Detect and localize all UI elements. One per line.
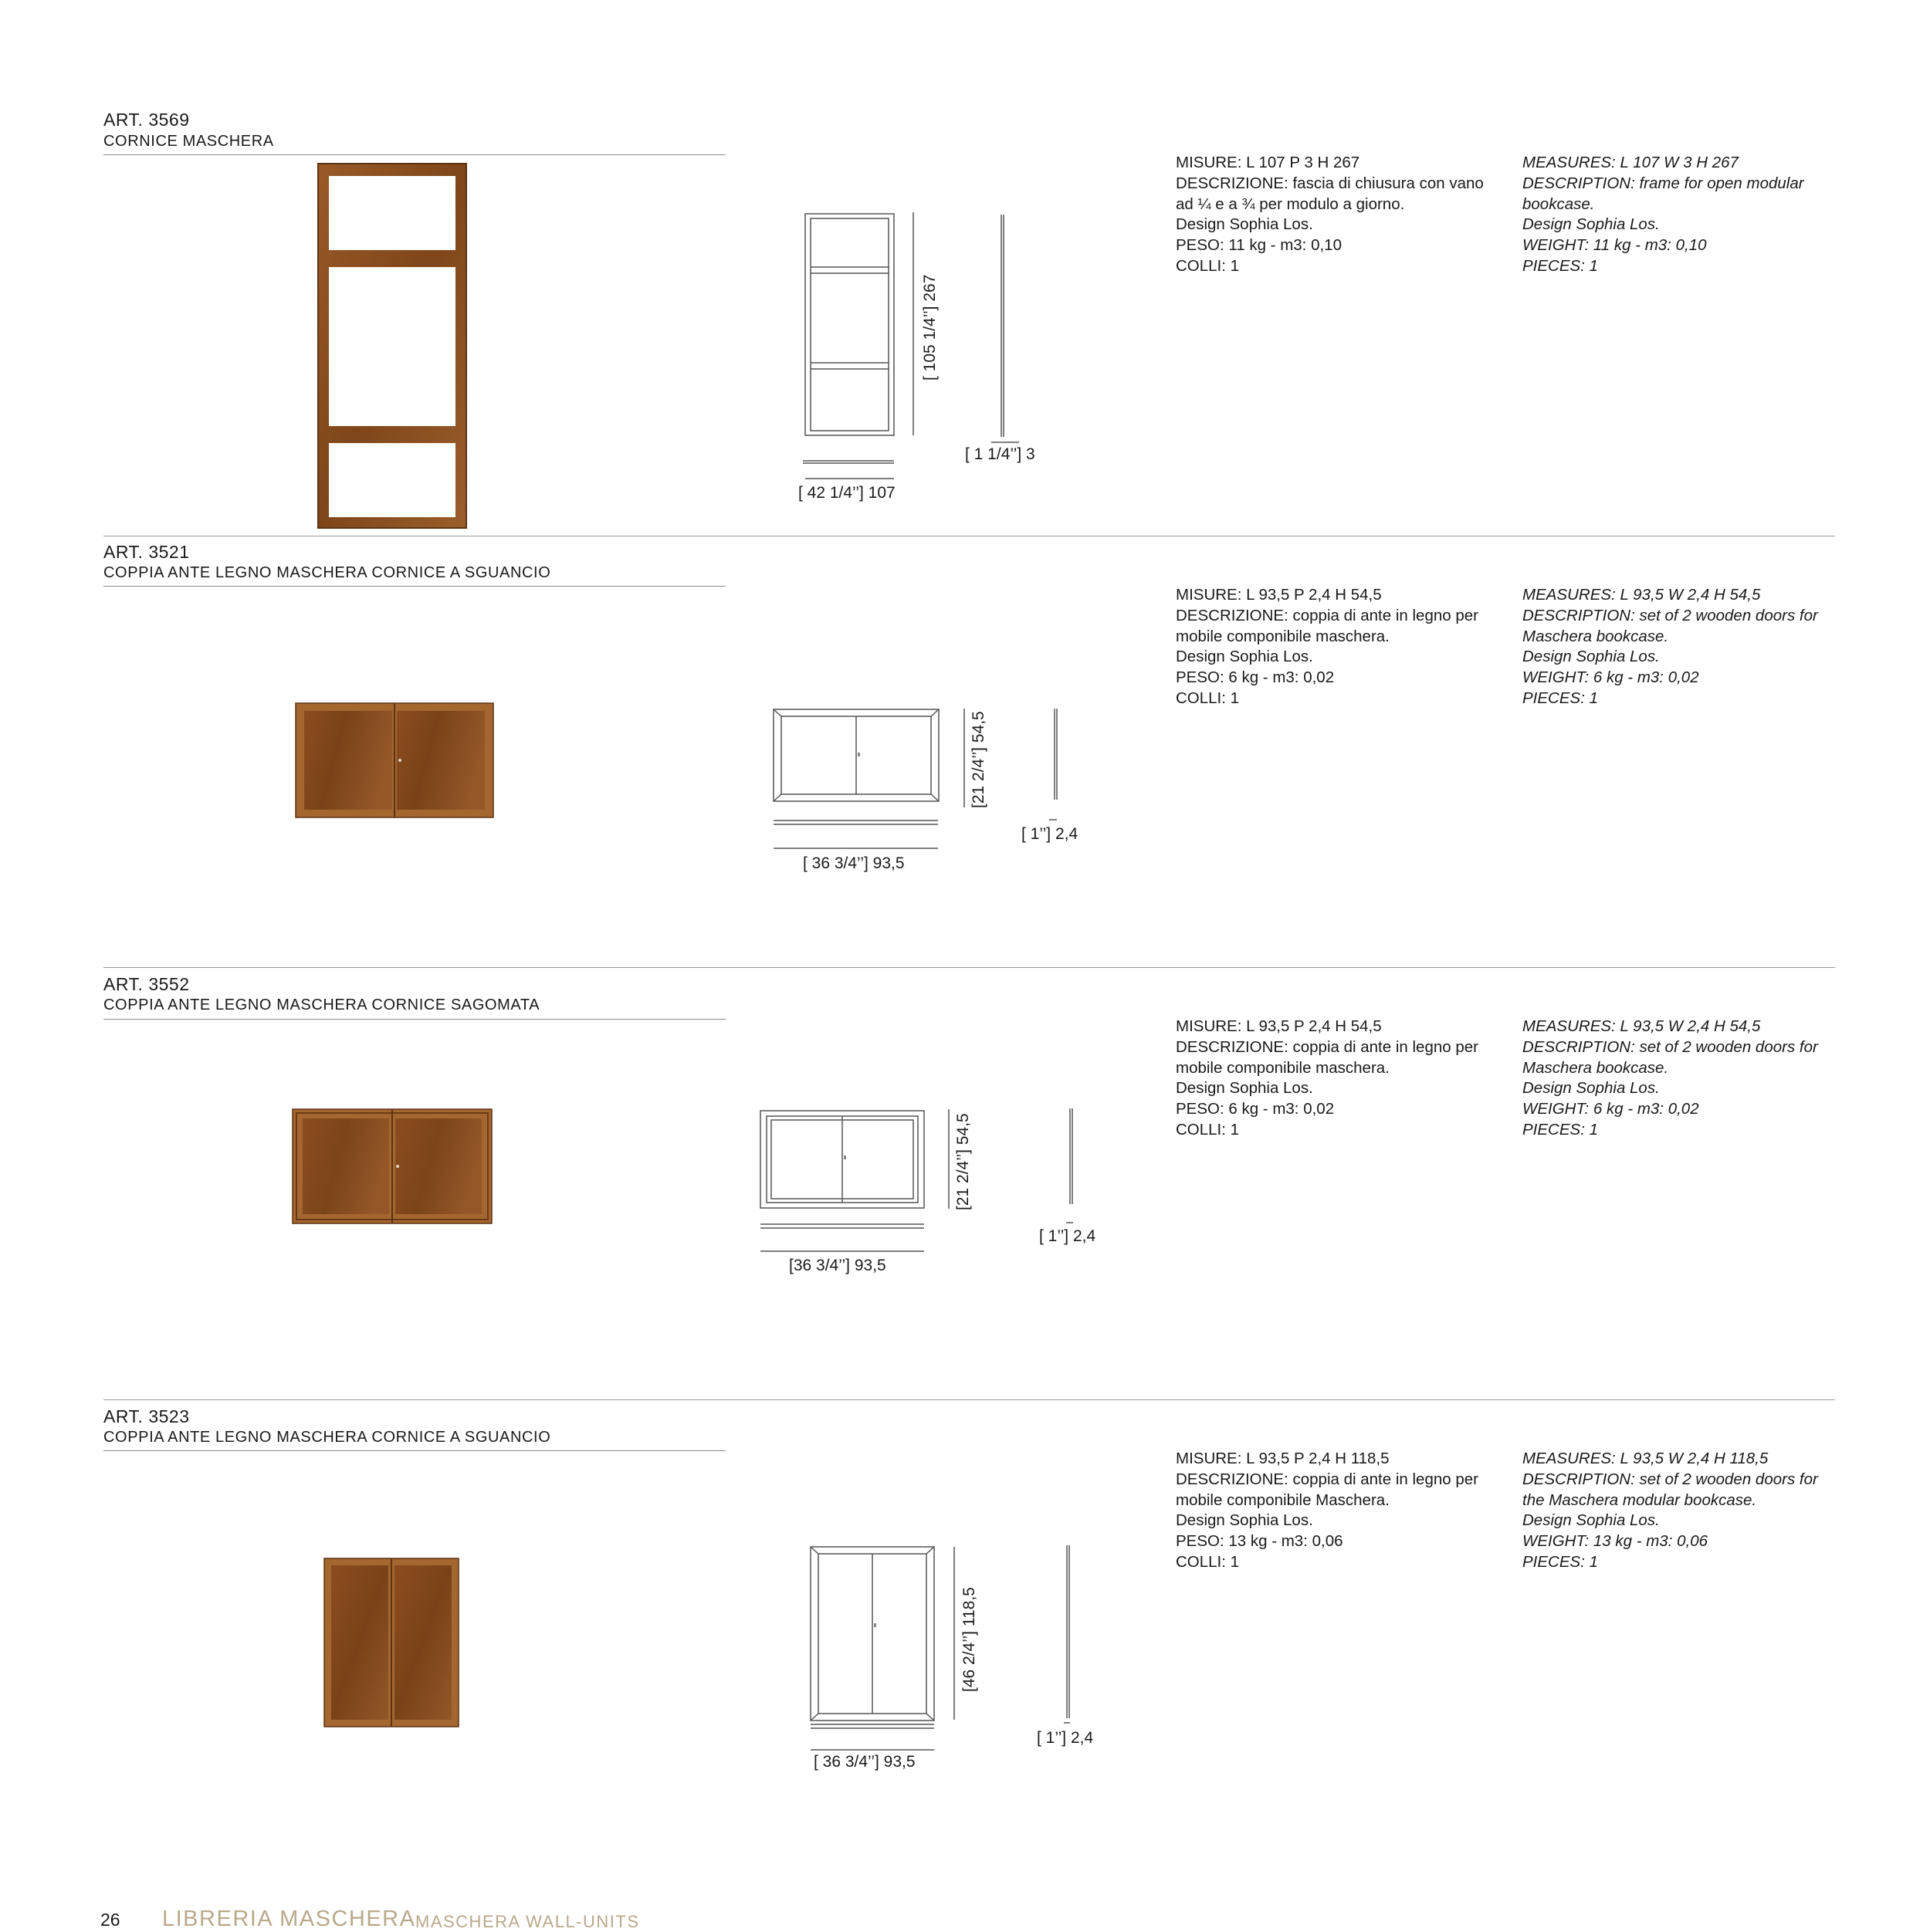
article-name: COPPIA ANTE LEGNO MASCHERA CORNICE A SGUANCIO bbox=[103, 564, 551, 581]
width-dimension: [36 3/4’’] 93,5 bbox=[789, 1257, 886, 1274]
spec-italian: MISURE: L 93,5 P 2,4 H 118,5 DESCRIZIONE: coppia di ante in legno per mobile componibile Maschera. Design Sophia Los. PESO: 13 kg - m3: 0,06 COLLI: 1 bbox=[1176, 1450, 1478, 1571]
article-name: CORNICE MASCHERA bbox=[103, 133, 274, 150]
spec-english: MEASURES: L 107 W 3 H 267 DESCRIPTION: frame for open modular bookcase. Design Sophia Los. WEIGHT: 11 kg - m3: 0,10 PIECES: 1 bbox=[1522, 154, 1804, 275]
height-dimension: [ 105 1/4’’] 267 bbox=[921, 274, 939, 381]
depth-dimension: [ 1’’] 2,4 bbox=[1021, 825, 1078, 843]
width-dimension: [ 36 3/4’’] 93,5 bbox=[814, 1753, 916, 1771]
spec-italian: MISURE: L 93,5 P 2,4 H 54,5 DESCRIZIONE: coppia di ante in legno per mobile componibile maschera. Design Sophia Los. PESO: 6 kg - m3: 0,02 COLLI: 1 bbox=[1176, 1017, 1478, 1139]
article-code: ART. 3569 bbox=[103, 110, 190, 130]
spec-english: MEASURES: L 93,5 W 2,4 H 54,5 DESCRIPTION: set of 2 wooden doors for Maschera bookcase. Design Sophia Los. WEIGHT: 6 kg - m3: 0,02 PIECES: 1 bbox=[1522, 1017, 1818, 1139]
article-code: ART. 3523 bbox=[103, 1406, 190, 1426]
depth-dimension: [ 1 1/4’’] 3 bbox=[965, 445, 1035, 463]
width-dimension: [ 36 3/4’’] 93,5 bbox=[803, 854, 905, 872]
width-dimension: [ 42 1/4’’] 107 bbox=[798, 484, 896, 502]
spec-italian: MISURE: L 93,5 P 2,4 H 54,5 DESCRIZIONE: coppia di ante in legno per mobile componibile maschera. Design Sophia Los. PESO: 6 kg - m3: 0,02 COLLI: 1 bbox=[1176, 586, 1478, 707]
height-dimension: [46 2/4’’] 118,5 bbox=[960, 1587, 978, 1692]
height-dimension: [21 2/4’’] 54,5 bbox=[970, 711, 987, 808]
depth-dimension: [ 1’’] 2,4 bbox=[1037, 1729, 1094, 1747]
footer-subtitle: MASCHERA WALL-UNITS bbox=[415, 1912, 640, 1931]
height-dimension: [21 2/4’’] 54,5 bbox=[954, 1113, 972, 1210]
spec-italian: MISURE: L 107 P 3 H 267 DESCRIZIONE: fascia di chiusura con vano ad ¼ e a ¾ per modulo a giorno. Design Sophia Los. PESO: 11 kg - m3: 0,10 COLLI: 1 bbox=[1176, 154, 1484, 275]
spec-english: MEASURES: L 93,5 W 2,4 H 54,5 DESCRIPTION: set of 2 wooden doors for Maschera bookcase. Design Sophia Los. WEIGHT: 6 kg - m3: 0,02 PIECES: 1 bbox=[1522, 586, 1818, 707]
article-name: COPPIA ANTE LEGNO MASCHERA CORNICE A SGUANCIO bbox=[103, 1429, 551, 1446]
spec-english: MEASURES: L 93,5 W 2,4 H 118,5 DESCRIPTION: set of 2 wooden doors for the Maschera modular bookcase. Design Sophia Los. WEIGHT: 13 kg - m3: 0,06 PIECES: 1 bbox=[1522, 1450, 1818, 1571]
article-code: ART. 3552 bbox=[103, 974, 190, 994]
depth-dimension: [ 1’’] 2,4 bbox=[1039, 1227, 1096, 1245]
article-code: ART. 3521 bbox=[103, 542, 190, 562]
article-name: COPPIA ANTE LEGNO MASCHERA CORNICE SAGOMATA bbox=[103, 996, 540, 1013]
footer-title: LIBRERIA MASCHERA bbox=[162, 1907, 416, 1931]
page-number: 26 bbox=[100, 1910, 120, 1930]
